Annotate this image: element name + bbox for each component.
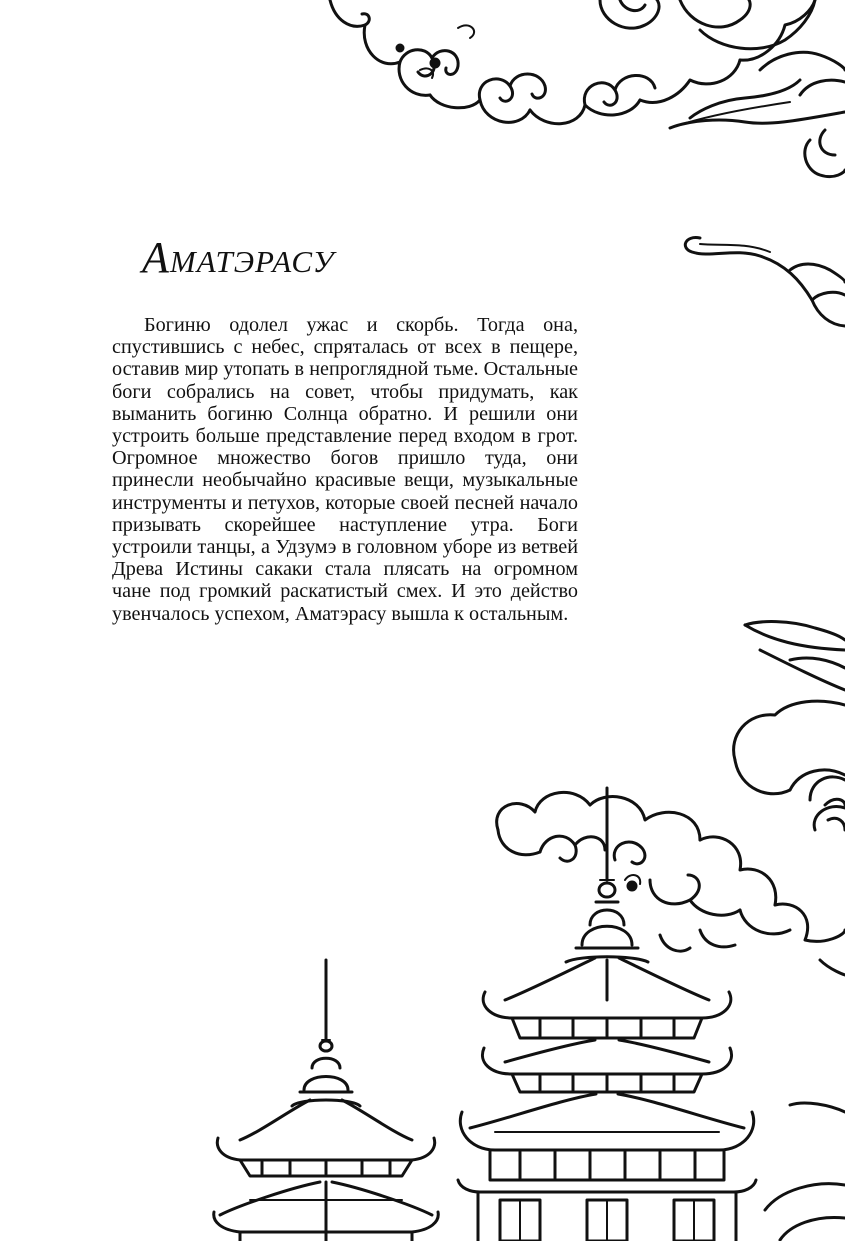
right-cloud-ornament xyxy=(685,238,845,326)
page-title: Аматэрасу xyxy=(142,233,335,282)
top-cloud-ornament xyxy=(330,0,845,177)
body-paragraph: Богиню одолел ужас и скорбь. Тогда она, спустившись с небес, спряталась от всех в пещере, оставив мир утопать в непроглядной тьме. Остальные боги собрались на совет, чтобы придумать, как выманить богиню Солнца обратно. И решили они устроить больше представление перед входом в грот. Огромное множество богов пришло туда, они принесли необычайно красивые вещи, музыкальные инструменты и петухов, которые своей песней начало призывать скорейшее наступление утра. Боги устроили танцы, а Удзумэ в головном уборе из ветвей Древа Истины сакаки стала плясать на огромном чане под громкий раскатистый смех. И это действо увенчалось успехом, Аматэрасу вышла к остальным. xyxy=(112,314,578,625)
large-pagoda xyxy=(458,788,756,1241)
bottom-cloud-ornament xyxy=(497,792,845,1240)
small-pagoda xyxy=(214,960,439,1241)
right-lower-cloud-ornament xyxy=(734,622,845,830)
